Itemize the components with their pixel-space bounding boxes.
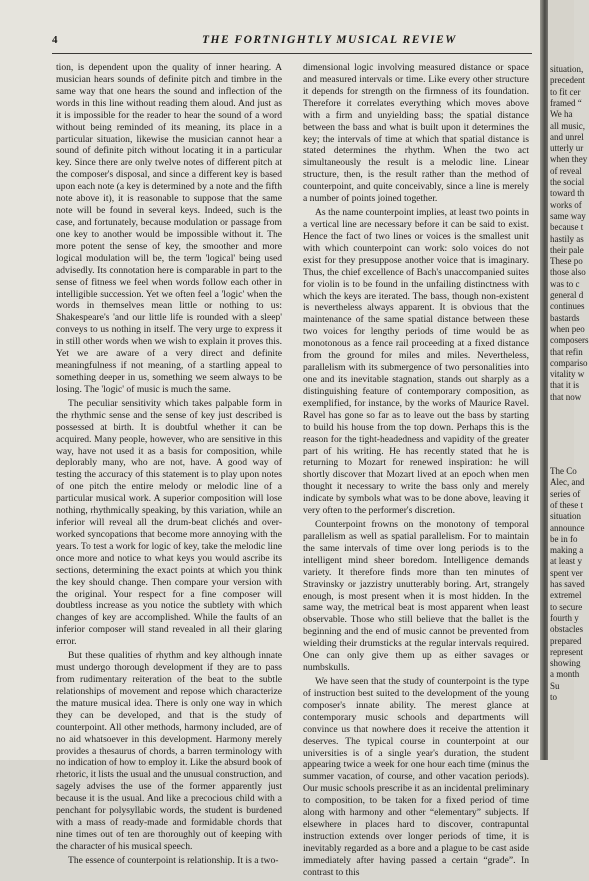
facing-page-line: that it is xyxy=(550,380,579,391)
facing-page-line: composers xyxy=(550,335,589,346)
facing-page-line: was to c xyxy=(550,278,580,289)
facing-page-line: fourth y xyxy=(550,612,579,623)
facing-page-line: announce xyxy=(550,522,585,533)
page-number: 4 xyxy=(52,34,58,46)
facing-page-line: their pale xyxy=(550,244,584,255)
facing-page-line: prepared xyxy=(550,635,582,646)
book-gutter xyxy=(540,0,548,760)
facing-page-line: that now xyxy=(550,391,582,402)
facing-page-line: These po xyxy=(550,256,583,267)
facing-page-line: The Co xyxy=(550,466,577,476)
facing-page-line: works of xyxy=(550,199,582,210)
facing-page-line: vitality w xyxy=(550,369,585,380)
facing-page-line: the social xyxy=(550,177,585,187)
facing-page-line: to secure xyxy=(550,601,583,612)
facing-page-line: showing xyxy=(550,658,581,669)
paragraph: tion, is dependent upon the quality of inner hearing. A musician hears sounds of definite pitch and timbre in the same way that one hears the sound and inflection of the words in this line without reading them aloud. And just as it is impossible for the reader to hear the sound of a word without being reminded of its meaning, its place in a particular situation, likewise the musician cannot hear a sound of definite pitch without locating it in a particular key. Since there are only twelve notes of different pitch at the composer's disposal, and since a different key is based upon each note (a key is determined by a note and the fifth note above it), it is reasonable to suppose that the same note will be found in several keys. Indeed, such is the case, and fortunately, because modulation or passage from one key to another would be impossible without it. The more potent the sense of key, the smoother and more logical modulation will be, the term 'logical' being used advisedly. Its connotation here is comparable in part to the sense of fitness we feel when words follow each other in intelligible succession. Yet we often feel a 'logic' when the words in themselves mean little or nothing to us: Shakespeare's 'and our little life is rounded with a sleep' conveys to us nothing in itself. The very urge to express it in still other words when we wish to explain it proves this. Yet we are aware of a very direct and definite meaningfulness if not meaning, of a startling appeal to something deeper in us, something we seem always to be losing. The 'logic' of music is much the same. xyxy=(56,62,282,395)
facing-page-line: when peo xyxy=(550,323,585,334)
facing-page-line: has saved xyxy=(550,579,585,589)
paragraph: Counterpoint frowns on the monotony of temporal parallelism as well as spatial parallelism. For to maintain the same intervals of time over long periods is to the intelligent mind sheer boredom. Intelligence demands variety. It therefore finds more than ten minutes of Stravinsky or jazzistry unutterably boring. Art, strangely enough, is most present when it is most hidden. In the same way, the metrical beat is most apparent when least observable. Those who still believe that the ballet is the beginning and the end of music cannot be prevented from wielding their drumsticks at the regular intervals required. One can only give them up as either savages or numbskulls. xyxy=(303,519,529,674)
facing-page-line: all music, xyxy=(550,120,585,131)
paragraph: dimensional logic involving measured distance or space and measured intervals or time. Like every other structure it depends for strength on the firmness of its foundation. Therefore it correlates everything which moves above with a firm and unyielding bass; the spatial distance between the bass and what is built upon it determines the key; the intervals of time at which that spatial distance is stated determines the rhythm. When the two act simultaneously the result is a melodic line. Linear structure, then, is the result rather than the method of counterpoint, and quite conceivably, since a line is merely a number of points joined together. xyxy=(303,62,529,205)
left-column xyxy=(56,62,282,869)
facing-page-line: same way xyxy=(550,210,586,221)
paragraph: The essence of counterpoint is relationship. It is a two- xyxy=(68,854,279,866)
facing-page-line: at least y xyxy=(550,556,582,567)
page-header xyxy=(52,34,532,48)
facing-page-line: We ha xyxy=(550,109,573,120)
facing-page-line: to fit cer xyxy=(550,86,581,97)
facing-page-line: series of xyxy=(550,488,581,499)
facing-page-line: Alec, and xyxy=(550,477,585,488)
facing-page-line: those also xyxy=(550,267,586,278)
facing-page-line: situation xyxy=(550,511,581,522)
facing-page-line: that refin xyxy=(550,346,583,357)
right-column xyxy=(303,62,529,881)
facing-page-line: obstacles xyxy=(550,624,583,635)
facing-page-line: of reveal xyxy=(550,165,582,176)
running-head: THE FORTNIGHTLY MUSICAL REVIEW xyxy=(202,34,457,46)
facing-page-line: of these t xyxy=(550,499,583,510)
facing-page-line: Su xyxy=(550,680,560,691)
facing-page-line: and unrel xyxy=(550,131,584,142)
header-rule xyxy=(52,53,532,54)
facing-page-line: bastards xyxy=(550,312,580,323)
facing-page-line: because t xyxy=(550,222,584,233)
paragraph: The peculiar sensitivity which takes palpable form in the rhythmic sense and the sense of key just described is possessed at birth. It is doubtful whether it can be acquired. Many people, however, who are sensitive in this way, have not used it as a basis for composition, while deplorably many, who are not, have. A good way of testing the accuracy of this statement is to play upon notes of one pitch the entire melody or melodic line of a particular musical work. A superior composition will lose nothing, rhythmically speaking, by this variation, while an inferior will reveal all the drum-beat clichés and over-worked syncopations that become more annoying with the years. To test a work for logic of key, take the melodic line once more and notice to what keys you would ascribe its sections, determining the exact points at which you think the key should change. Then compare your version with the original. Your respect for a fine composer will doubtless increase as you notice the subtlety with which changes of key are accomplished. While the faults of an inferior composer will stand revealed in all their glaring error. xyxy=(56,397,282,648)
paragraph: But these qualities of rhythm and key although innate must undergo thorough development if they are to pass from rudimentary reiteration of the beat to the subtle relationships of movement and repose which characterize the mature musical idea. There is only one way in which they can be developed, and that is the study of counterpoint. All other methods, harmony included, are of no aid whatsoever in this development. Harmony merely provides a thesaurus of chords, a barren terminology with no indication of how to employ it. Like the absurd book of rhetoric, it lists the usual and the unusual construction, and sagely advises the use of the former apparently just because it is the usual. And like a precocious child with a penchant for polysyllabic words, the student is burdened with a mass of ready-made and formidable chords that nine times out of ten are thoroughly out of keeping with the character of his musical speech. xyxy=(56,650,282,852)
paragraph: We have seen that the study of counterpoint is the type of instruction best suited to the development of the young composer's innate ability. The merest glance at contemporary music schools and departments will convince us that nowhere does it receive the attention it deserves. The typical course in counterpoint at our universities is of a single year's duration, the student appearing twice a week for one hour each time (minus the summer vacation, of course, and other vacation periods). Our music schools prescribe it as an incidental preliminary to composition, to be taken for a fixed period of time along with harmony and other “elementary” subjects. If elsewhere in places hard to discover, contrapuntal instruction extends over longer periods of time, it is inevitably regarded as a bore and a plague to be cast aside immediately after having passed a certain “grade”. In contrast to this xyxy=(303,676,529,878)
facing-page-line: framed “ xyxy=(550,97,582,108)
paragraph: As the name counterpoint implies, at least two points in a vertical line are necessary before it can be said to exist. Hence the fact of two lines or voices is the smallest unit with which counterpoint can work: solo voices do not exist for they presuppose another voice that is imaginary. Thus, the chief excellence of Bach's unaccompanied suites for violin is to be found in the unfailing distinctness with which the keys are iterated. The bass, though non-existent is nevertheless always apparent. It is obvious that the maintenance of the same spatial distance between these two voices for lengthy periods of time would be as monotonous as a fence rail proceeding at a fixed distance from the ground for miles and miles. Nevertheless, parallelism with its submergence of two personalities into one and its inevitable stagnation, stands out sharply as a distinguishing feature of contemporary composition, as exemplified, for instance, by the works of Maurice Ravel. Ravel has gone so far as to leave out the bass by starting to build his house from the top down. Perhaps this is the reason for the tight-headedness and vapidity of the greater part of his writing. He has recently stated that he is returning to Mozart for renewed inspiration: he will shortly discover that Mozart lived at an epoch when men thought it necessary to write the bass only and merely indicate by symbols what was to be done above, leaving it very often to the performer's discretion. xyxy=(303,207,529,517)
facing-page-line: be in fo xyxy=(550,533,578,544)
facing-page-line: situation, xyxy=(550,64,584,74)
facing-page-line: hastily as xyxy=(550,233,584,244)
facing-page-line: utterly ur xyxy=(550,143,584,154)
facing-page-line: toward th xyxy=(550,188,585,199)
facing-page-line: general d xyxy=(550,290,584,300)
facing-page-line: precedent xyxy=(550,75,585,86)
facing-page-line: a month xyxy=(550,669,580,680)
facing-page-line: to xyxy=(550,692,558,702)
facing-page-line: continues xyxy=(550,301,585,312)
facing-page-line: when they xyxy=(550,154,588,165)
facing-page-line: extremel xyxy=(550,590,582,601)
facing-page-edge xyxy=(548,0,589,760)
facing-page-line: represent xyxy=(550,646,583,657)
facing-page-line: spent ver xyxy=(550,567,583,578)
facing-page-line: making a xyxy=(550,545,584,556)
facing-page-line: compariso xyxy=(550,357,588,368)
